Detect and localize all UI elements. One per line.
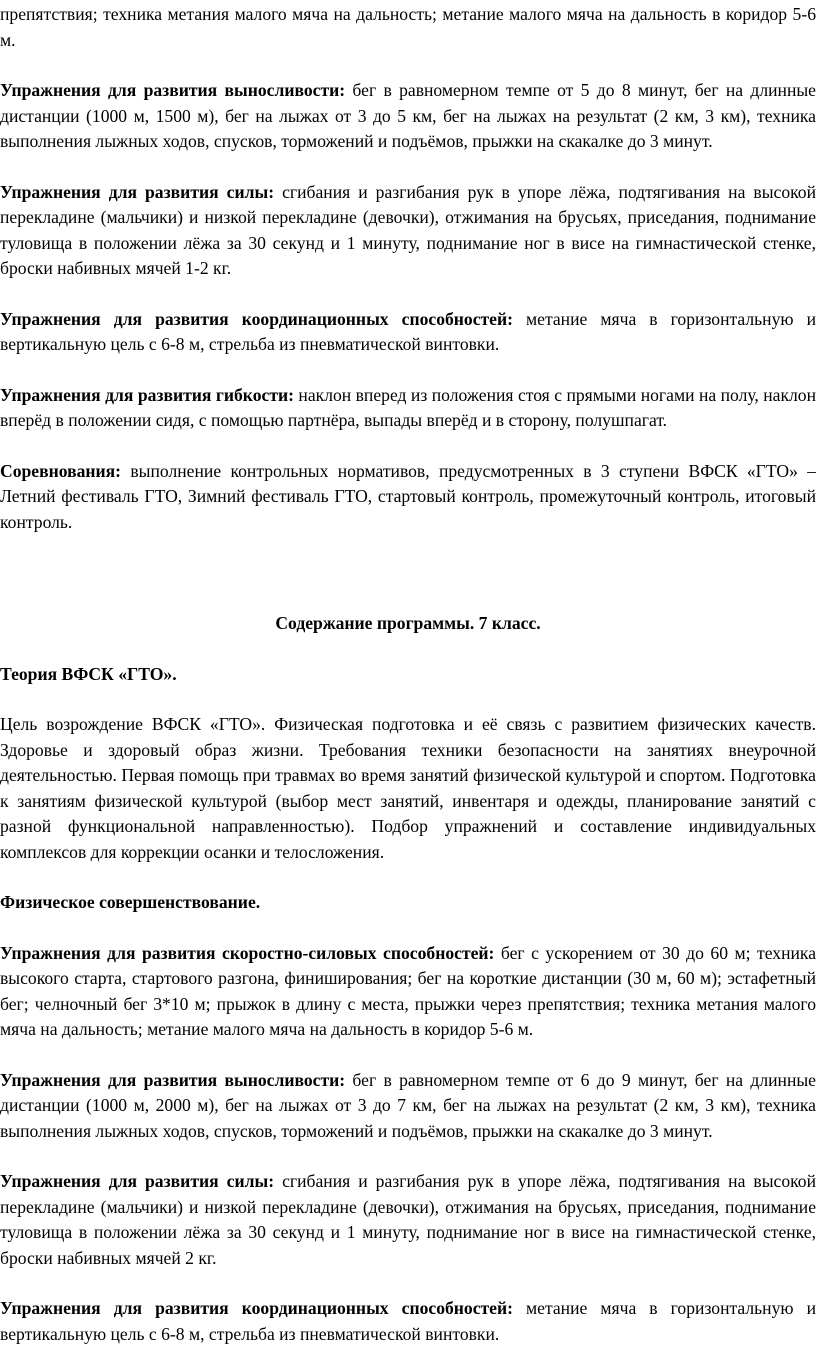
theory-heading-text: Теория ВФСК «ГТО». — [0, 663, 177, 684]
g6-endurance-label: Упражнения для развития выносливости: — [0, 80, 346, 100]
g6-competitions-label: Соревнования: — [0, 460, 122, 481]
g7-speed-strength-text: бег с ускорением от 30 до 60 м; техника высокого старта, стартового разгона, финиширования; бег на короткие дистанции (30 м, 60 м); эстафетный бег; челночный бег 3*10 м; прыжок в длину с места, прыжки через препятствия; техника метания малого мяча на дальность; метание малого мяча на дальность в коридор 5-6 м. — [0, 942, 816, 1039]
g6-flexibility-text: наклон вперед из положения стоя с прямыми ногами на полу, наклон вперёд в положении сидя, с помощью партнёра, выпады вперёд и в сторону, полушпагат. — [0, 384, 816, 430]
theory-text: Цель возрождение ВФСК «ГТО». Физическая подготовка и её связь с развитием физических качеств. Здоровье и здоровый образ жизни. Требования техники безопасности на занятиях внеурочной деятельностью. Первая помощь при травмах во время занятий физической культурой и спортом. Подготовка к занятиям физической культурой (выбор мест занятий, инвентаря и одежды, планирование занятий с разной функциональной направленностью). Подбор упражнений и составление индивидуальных комплексов для коррекции осанки и телосложения. — [0, 714, 816, 862]
g6-competitions-text: выполнение контрольных нормативов, предусмотренных в 3 ступени ВФСК «ГТО» – Летний фестиваль ГТО, Зимний фестиваль ГТО, стартовый контроль, промежуточный контроль, итоговый контроль. — [0, 460, 816, 532]
g6-competitions-paragraph — [0, 459, 816, 536]
theory-paragraph — [0, 712, 816, 865]
theory-heading — [0, 662, 816, 688]
g6-coordination-label: Упражнения для развития координационных способностей: — [0, 308, 513, 329]
g7-endurance-label: Упражнения для развития выносливости: — [0, 1069, 346, 1090]
g7-coordination-text: метание мяча в горизонтальную и вертикальную цель с 6-8 м, стрельба из пневматической винтовки. — [0, 1298, 816, 1344]
g7-speed-strength-label: Упражнения для развития скоростно-силовых способностей: — [0, 942, 495, 963]
g7-coordination-label: Упражнения для развития координационных способностей: — [0, 1298, 513, 1318]
g7-strength-label: Упражнения для развития силы: — [0, 1171, 275, 1191]
physical-heading-text: Физическое совершенствование. — [0, 892, 261, 912]
g7-strength-paragraph — [0, 1169, 816, 1271]
carryover-text: препятствия; техника метания малого мяча на дальность; метание малого мяча на дальность в коридор 5-6 м. — [0, 4, 816, 50]
g7-coordination-paragraph — [0, 1296, 816, 1347]
section-title-text: Содержание программы. 7 класс. — [275, 613, 541, 633]
g6-strength-text: сгибания и разгибания рук в упоре лёжа, подтягивания на высокой перекладине (мальчики) и низкой перекладине (девочки), отжимания на брусьях, приседания, поднимание туловища в положении лёжа за 30 секунд и 1 минуту, поднимание ног в висе на гимнастической стенке, броски набивных мячей 1-2 кг. — [0, 181, 816, 278]
physical-heading — [0, 890, 816, 916]
g6-endurance-text: бег в равномерном темпе от 5 до 8 минут, бег на длинные дистанции (1000 м, 1500 м), бег на лыжах от 3 до 5 км, бег на лыжах на результат (2 км, 3 км), техника выполнения лыжных ходов, спусков, торможений и подъёмов, прыжки на скакалке до 3 минут. — [0, 80, 816, 151]
section-title — [0, 611, 816, 637]
g7-endurance-paragraph — [0, 1068, 816, 1145]
g7-strength-text: сгибания и разгибания рук в упоре лёжа, подтягивания на высокой перекладине (мальчики) и низкой перекладине (девочки), отжимания на брусьях, приседания, поднимание туловища в положении лёжа за 30 секунд и 1 минуту, поднимание ног в висе на гимнастической стенке, броски набивных мячей 2 кг. — [0, 1171, 816, 1268]
g6-flexibility-label: Упражнения для развития гибкости: — [0, 384, 294, 405]
g7-endurance-text: бег в равномерном темпе от 6 до 9 минут, бег на длинные дистанции (1000 м, 2000 м), бег на лыжах от 3 до 7 км, бег на лыжах на результат (2 км, 3 км), техника выполнения лыжных ходов, спусков, торможений и подъёмов, прыжки на скакалке до 3 минут. — [0, 1069, 816, 1141]
g6-flexibility-paragraph — [0, 383, 816, 434]
g6-coordination-paragraph — [0, 307, 816, 358]
g6-endurance-paragraph — [0, 78, 816, 155]
carryover-paragraph — [0, 2, 816, 53]
g6-strength-paragraph — [0, 180, 816, 282]
g6-coordination-text: метание мяча в горизонтальную и вертикальную цель с 6-8 м, стрельба из пневматической винтовки. — [0, 308, 816, 354]
g6-strength-label: Упражнения для развития силы: — [0, 181, 275, 202]
g7-speed-strength-paragraph — [0, 941, 816, 1043]
